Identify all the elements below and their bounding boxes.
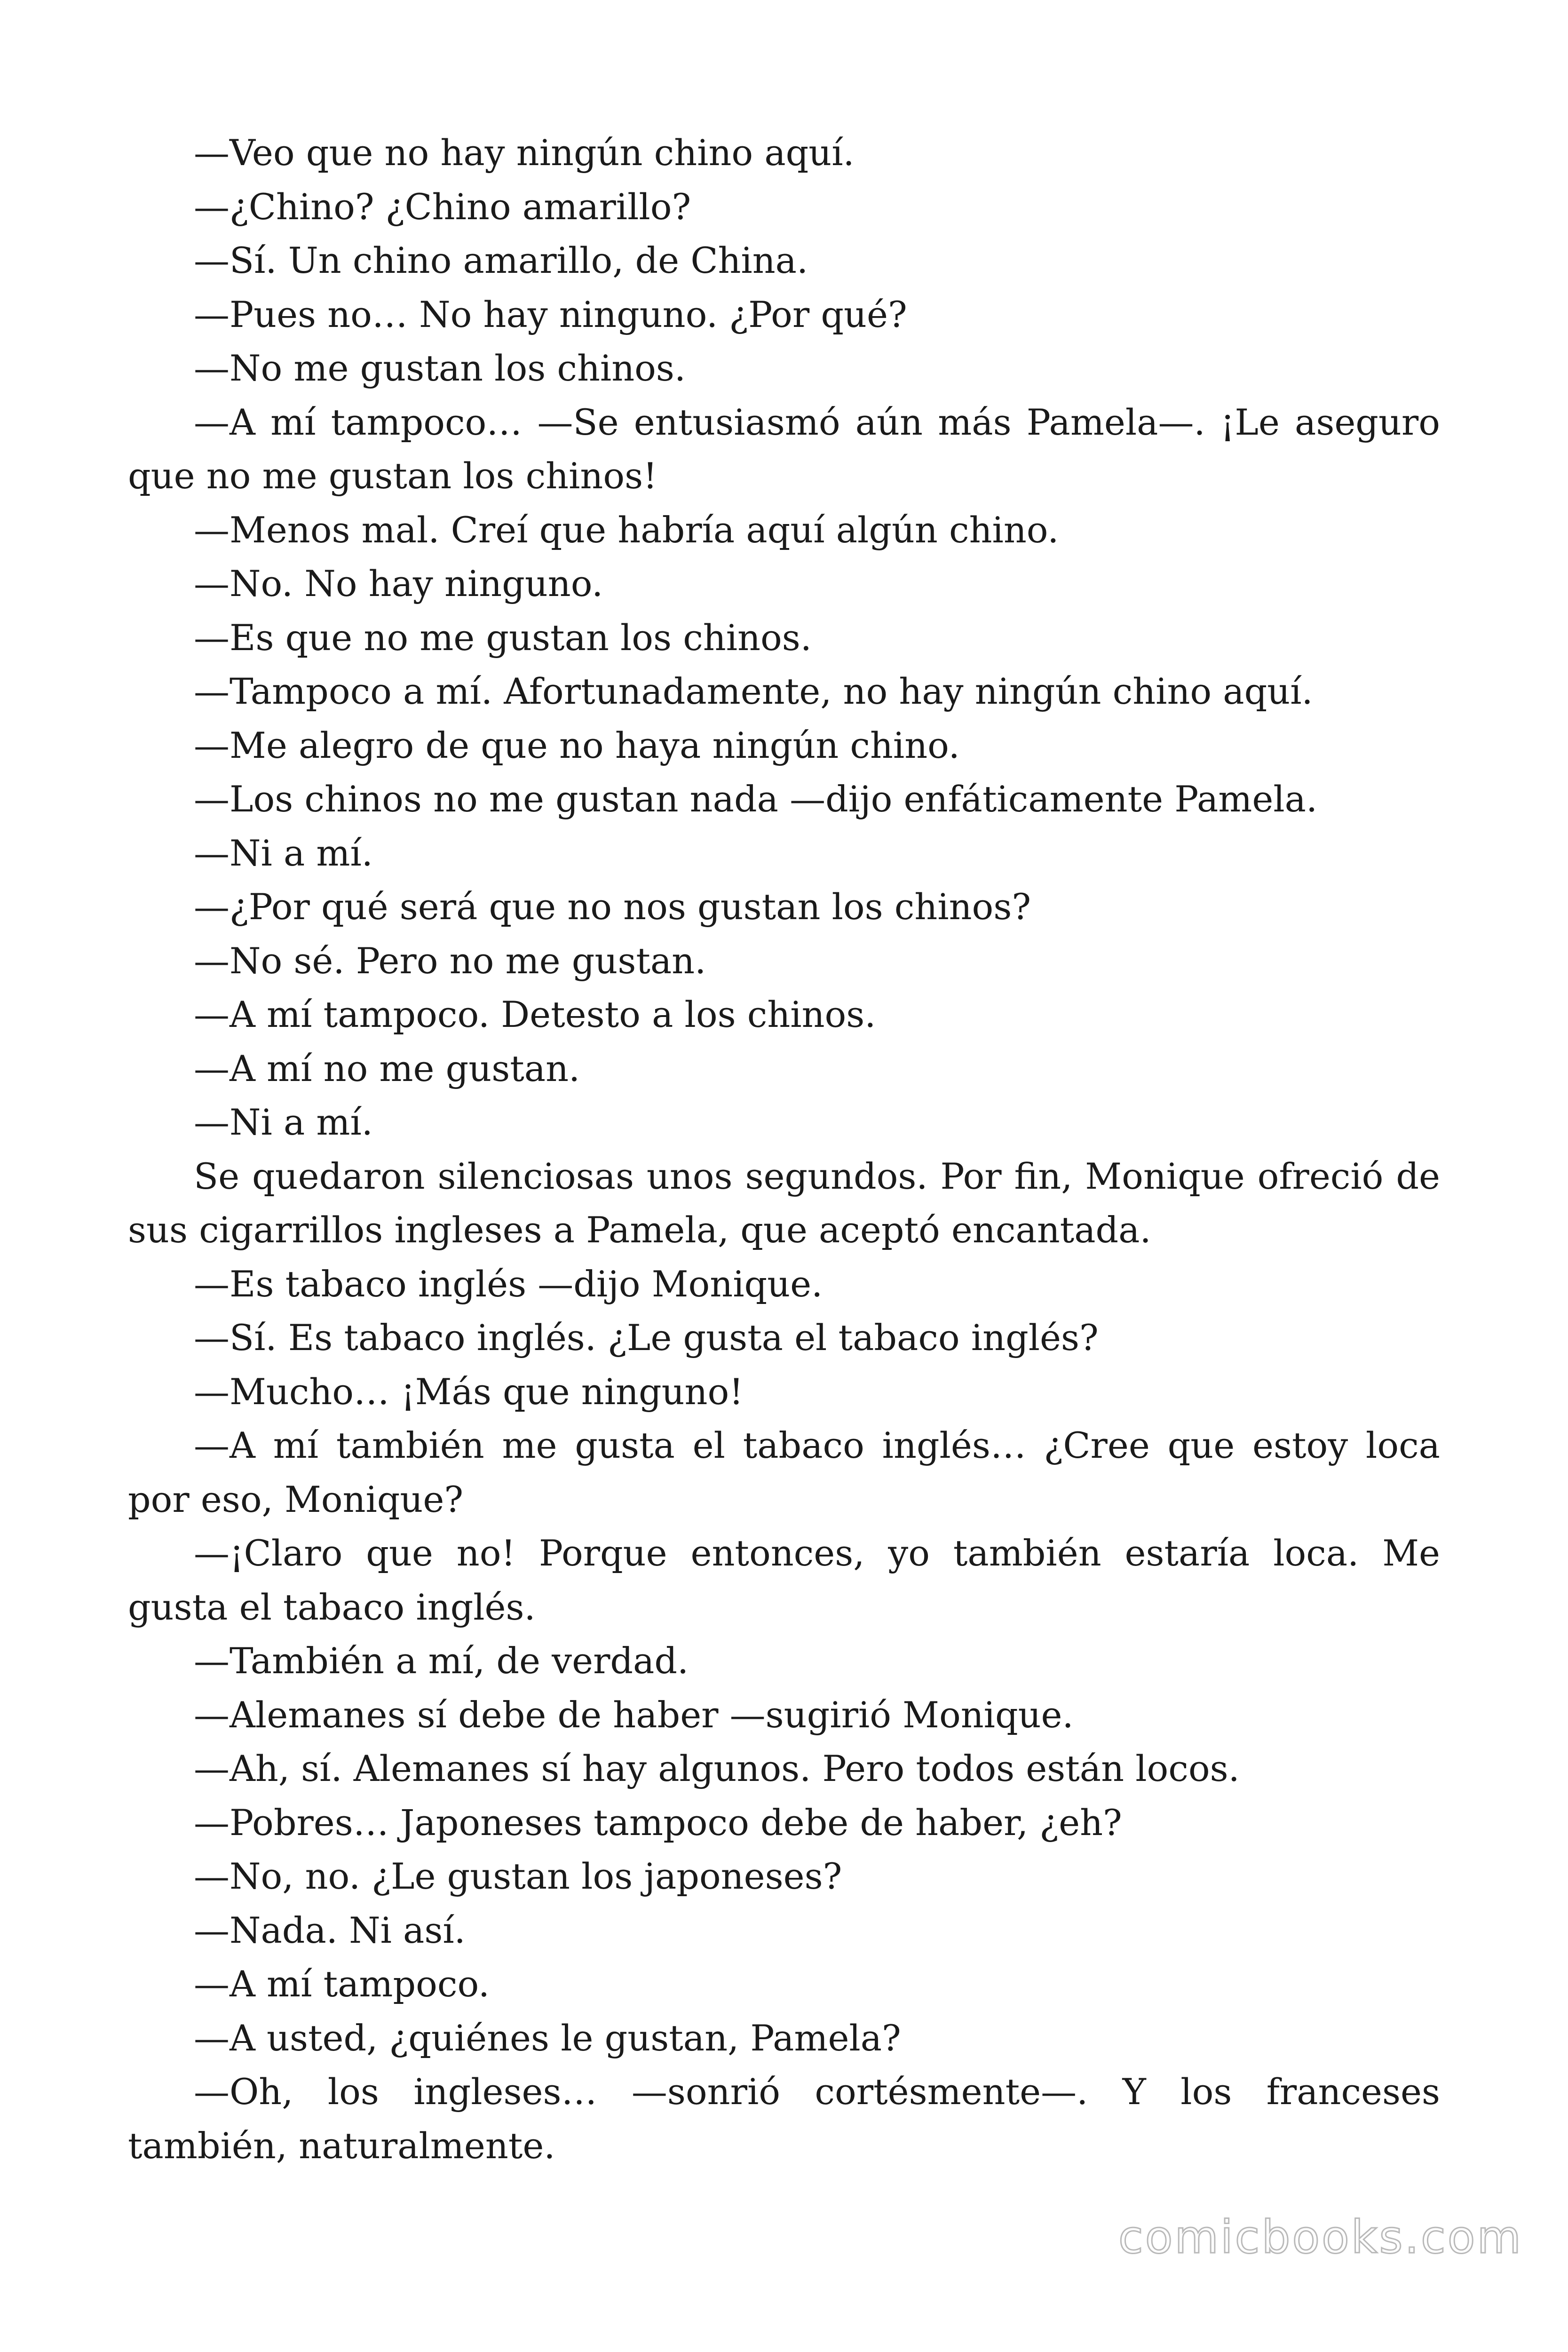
paragraph: —Alemanes sí debe de haber —sugirió Monique. [194, 1693, 1074, 1736]
paragraph: —Veo que no hay ningún chino aquí. [194, 132, 855, 174]
page-text [128, 126, 1440, 2173]
paragraph: —No, no. ¿Le gustan los japoneses? [194, 1855, 842, 1897]
paragraph: —A mí tampoco. [194, 1963, 490, 2005]
paragraph: —Menos mal. Creí que habría aquí algún chino. [194, 509, 1059, 551]
paragraph: —Pues no… No hay ninguno. ¿Por qué? [194, 293, 907, 335]
paragraph: —Pobres… Japoneses tampoco debe de haber, ¿eh? [194, 1801, 1122, 1843]
paragraph: —También a mí, de verdad. [194, 1640, 689, 1682]
paragraph: —Oh, los ingleses… —sonrió cortésmente—. Y los franceses también, naturalmente. [128, 2071, 1440, 2167]
paragraph: —Sí. Es tabaco inglés. ¿Le gusta el tabaco inglés? [194, 1317, 1099, 1359]
paragraph: —Sí. Un chino amarillo, de China. [194, 239, 808, 281]
paragraph: —A usted, ¿quiénes le gustan, Pamela? [194, 2017, 901, 2059]
paragraph: —A mí también me gusta el tabaco inglés… ¿Cree que estoy loca por eso, Monique? [128, 1424, 1440, 1520]
paragraph: —Tampoco a mí. Afortunadamente, no hay ningún chino aquí. [194, 670, 1313, 712]
paragraph: —Ni a mí. [194, 832, 373, 874]
paragraph: —A mí no me gustan. [194, 1047, 580, 1089]
paragraph: —Me alegro de que no haya ningún chino. [194, 724, 960, 766]
paragraph: —Es que no me gustan los chinos. [194, 616, 812, 659]
paragraph: —Nada. Ni así. [194, 1909, 466, 1951]
watermark: comicbooks.com [1118, 2211, 1523, 2264]
paragraph: Se quedaron silenciosas unos segundos. Por fin, Monique ofreció de sus cigarrillos ingleses a Pamela, que aceptó encantada. [128, 1155, 1440, 1251]
paragraph: —Es tabaco inglés —dijo Monique. [194, 1263, 823, 1305]
paragraph: —Ah, sí. Alemanes sí hay algunos. Pero todos están locos. [194, 1748, 1240, 1789]
paragraph: —¿Chino? ¿Chino amarillo? [194, 185, 691, 228]
paragraph: —Mucho… ¡Más que ninguno! [194, 1370, 744, 1413]
paragraph: —No me gustan los chinos. [194, 347, 686, 389]
paragraph: —No sé. Pero no me gustan. [194, 939, 706, 982]
paragraph: —A mí tampoco. Detesto a los chinos. [194, 993, 876, 1035]
paragraph: —¿Por qué será que no nos gustan los chinos? [194, 886, 1031, 928]
paragraph: —¡Claro que no! Porque entonces, yo también estaría loca. Me gusta el tabaco inglés. [128, 1532, 1440, 1628]
paragraph: —Los chinos no me gustan nada —dijo enfáticamente Pamela. [194, 778, 1318, 820]
paragraph: —Ni a mí. [194, 1101, 373, 1143]
paragraph: —No. No hay ninguno. [194, 563, 603, 604]
paragraph: —A mí tampoco… —Se entusiasmó aún más Pamela—. ¡Le aseguro que no me gustan los chinos! [128, 401, 1440, 497]
